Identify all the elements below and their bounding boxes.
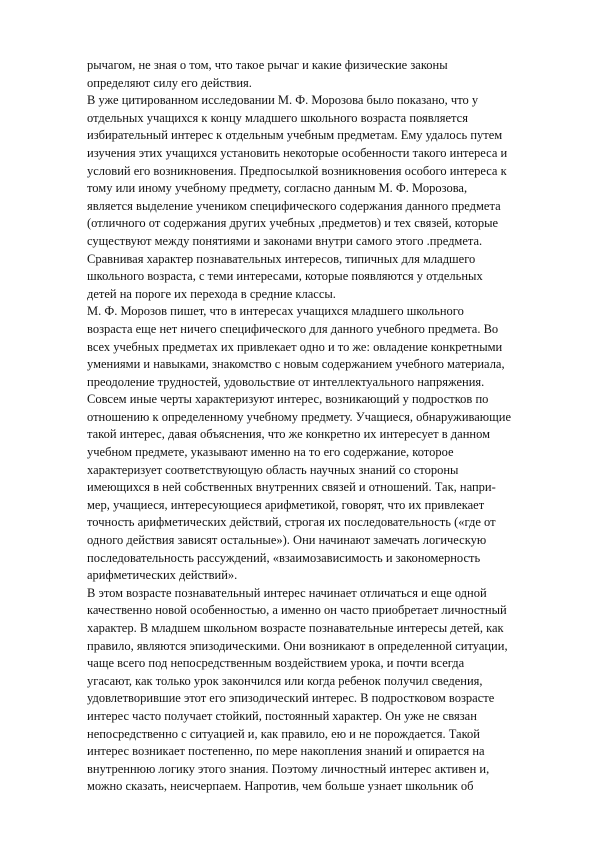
text-line: отдельных учащихся к концу младшего школьного возраста появляется	[87, 110, 468, 125]
text-line: непосредственно с ситуацией и, как правило, ею и не порождается. Такой	[87, 726, 480, 741]
text-line: чаще всего под непосредственным воздействием урока, и почти всегда	[87, 656, 465, 671]
text-line: всех учебных предметах их привлекает одно и то же: овладение конкретными	[87, 339, 503, 354]
text-line: изучения этих учащихся установить некоторые особенности такого интереса и	[87, 145, 508, 160]
text-line: такой интерес, давая объяснения, что же конкретно их интересует в данном	[87, 427, 490, 442]
text-line: отношению к определенному учебному предмету. Учащиеся, обнаруживающие	[87, 409, 511, 424]
text-line: преодоление трудностей, удовольствие от интеллектуального напряжения.	[87, 374, 485, 389]
text-line: определяют силу его действия.	[87, 75, 252, 90]
text-line: существуют между понятиями и законами внутри самого этого .предмета.	[87, 233, 483, 248]
text-line: качественно новой особенностью, а именно он часто приобретает личностный	[87, 603, 507, 618]
text-line: В этом возрасте познавательный интерес начинает отличаться и еще одной	[87, 585, 487, 600]
text-line: учебном предмете, указывают именно на то его содержание, которое	[87, 445, 454, 460]
text-line: последовательность рассуждений, «взаимозависимость и закономерность	[87, 550, 481, 565]
text-line: интерес часто получает стойкий, постоянный характер. Он уже не связан	[87, 708, 477, 723]
text-line: характеризует соответствующую область научных знаний со стороны	[87, 462, 459, 477]
text-line: внутреннюю логику этого знания. Поэтому личностный интерес активен и,	[87, 761, 490, 776]
text-line: можно сказать, неисчерпаем. Напротив, чем больше узнает школьник об	[87, 779, 474, 794]
text-line: одного действия зависят остальные»). Они начинают замечать логическую	[87, 533, 487, 548]
text-line: характер. В младшем школьном возрасте познавательные интересы детей, как	[87, 621, 504, 635]
text-line: (отличного от содержания других учебных ,предметов) и тех связей, которые	[87, 216, 499, 231]
text-line: угасают, как только урок закончился или когда ребенок получил сведения,	[87, 673, 483, 688]
text-line: возраста еще нет ничего специфического для данного учебного предмета. Во	[87, 321, 499, 336]
text-line: избирательный интерес к отдельным учебным предметам. Ему удалось путем	[87, 128, 503, 143]
text-line: детей на пороге их перехода в средние классы.	[87, 286, 336, 301]
text-line: рычагом, не зная о том, что такое рычаг и какие физические законы	[87, 58, 448, 72]
document-page	[87, 57, 519, 796]
text-line: правило, являются эпизодическими. Они возникают в определенной ситуации,	[87, 638, 508, 653]
text-line: арифметических действий».	[87, 568, 238, 583]
text-line: интерес возникает постепенно, по мере накопления знаний и опирается на	[87, 744, 485, 759]
text-line: является выделение учеником специфического содержания данного предмета	[87, 198, 501, 213]
text-line: умениями и навыками, знакомство с новым содержанием учебного материала,	[87, 357, 505, 372]
text-line: В уже цитированном исследовании М. Ф. Морозова было показано, что у	[87, 93, 479, 108]
text-line: условий его возникновения. Предпосылкой возникновения особого интереса к	[87, 163, 507, 178]
text-line: школьного возраста, с теми интересами, которые появляются у отдельных	[87, 269, 483, 284]
text-line: мер, учащиеся, интересующиеся арифметикой, говорят, что их привлекает	[87, 497, 485, 512]
text-line: Совсем иные черты характеризуют интерес, возникающий у подростков по	[87, 392, 489, 407]
document-text-body	[87, 57, 519, 796]
text-line: тому или иному учебному предмету, согласно данным М. Ф. Морозова,	[87, 181, 468, 196]
text-line: точность арифметических действий, строгая их последовательность («где от	[87, 515, 496, 530]
text-line: имеющихся в ней собственных внутренних связей и отношений. Так, напри-	[87, 480, 496, 495]
text-line: удовлетворившие этот его эпизодический интерес. В подростковом возрасте	[87, 691, 495, 706]
text-line: М. Ф. Морозов пишет, что в интересах учащихся младшего школьного	[87, 304, 464, 319]
text-line: Сравнивая характер познавательных интересов, типичных для младшего	[87, 251, 476, 266]
